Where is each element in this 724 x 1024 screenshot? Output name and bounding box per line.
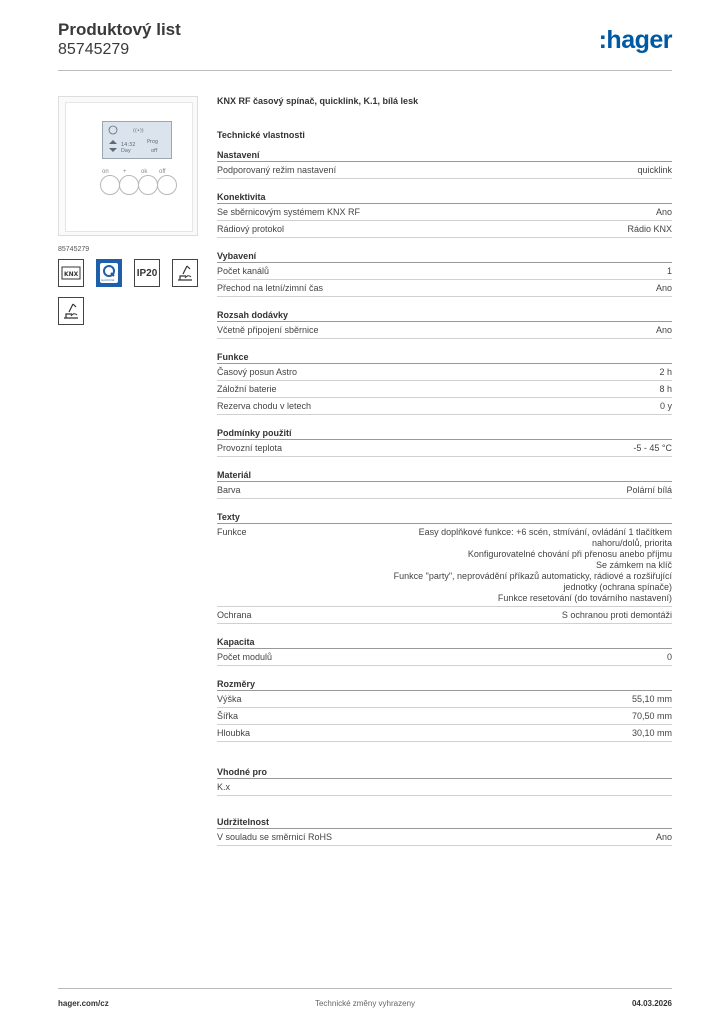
- spec-group-heading: Kapacita: [217, 631, 672, 649]
- spec-row: [217, 708, 672, 725]
- knx-rf-icon: [58, 259, 84, 287]
- spec-value: -5 - 45 °C: [633, 443, 672, 453]
- spec-value: 30,10 mm: [631, 728, 672, 738]
- group-gap: [217, 238, 672, 245]
- image-caption: 85745279: [58, 246, 90, 253]
- spec-key: Podporovaný režim nastavení: [217, 165, 337, 175]
- spec-row: [217, 607, 672, 624]
- page-footer: [58, 988, 672, 1008]
- page-header: [58, 20, 672, 68]
- spec-value: Ano: [655, 832, 672, 842]
- spec-key: Rezerva chodu v letech: [217, 401, 312, 411]
- spec-key: Šířka: [217, 711, 239, 721]
- group-gap: [217, 796, 672, 803]
- group-gap: [217, 297, 672, 304]
- device-buttons: [100, 175, 180, 195]
- spec-key: Záložní baterie: [217, 384, 277, 394]
- group-gap: [217, 339, 672, 346]
- spec-key: Počet kanálů: [217, 266, 270, 276]
- spec-value: Easy doplňkové funkce: +6 scén, stmívání, ovládání 1 tlačítkem nahoru/dolů, priorita Konfigurovatelné chování při přenosu anebo příjmu Se zámkem na klíč Funkce "party", neprovádění příkazů automaticky, rádiové a rozšiřující jednotky (ochrana spínače) Funkce resetování (do továrního nastavení): [393, 527, 672, 603]
- device-button-ok: [138, 175, 158, 195]
- group-gap: [217, 624, 672, 631]
- spec-value: 55,10 mm: [631, 694, 672, 704]
- btn-label-off: off: [159, 169, 166, 175]
- device-button-off: [157, 175, 177, 195]
- spec-group-heading: Nastavení: [217, 144, 672, 162]
- spec-row: [217, 649, 672, 666]
- group-gap: [217, 499, 672, 506]
- svg-text:((•)): ((•)): [133, 128, 144, 134]
- spec-key: Ochrana: [217, 610, 252, 620]
- spec-group-heading: Udržitelnost: [217, 803, 672, 829]
- spec-row: [217, 482, 672, 499]
- group-gap: [217, 415, 672, 422]
- spec-value: Ano: [655, 325, 672, 335]
- spec-key: Barva: [217, 485, 241, 495]
- spec-column: [217, 96, 672, 853]
- spec-groups: [217, 144, 672, 853]
- lcd-time: 14:32: [121, 142, 136, 148]
- group-gap: [217, 666, 672, 673]
- knx-label: KNX: [64, 271, 79, 278]
- quicklink-label: quicklink: [101, 278, 115, 282]
- spec-group-heading: Vhodné pro: [217, 749, 672, 779]
- spec-value: 2 h: [659, 367, 672, 377]
- hager-logo[interactable]: :hager: [598, 26, 672, 54]
- spec-key: Rádiový protokol: [217, 224, 285, 234]
- btn-label-plus: +: [123, 169, 127, 175]
- spec-group-heading: Podmínky použití: [217, 422, 672, 440]
- spec-key: Počet modulů: [217, 652, 273, 662]
- quicklink-icon: [96, 259, 122, 287]
- spec-key: V souladu se směrnicí RoHS: [217, 832, 333, 842]
- spec-row: [217, 398, 672, 415]
- spec-value: Ano: [655, 283, 672, 293]
- spec-value: 1: [666, 266, 672, 276]
- spec-group-heading: Materiál: [217, 464, 672, 482]
- hand-switch-icon: [172, 259, 198, 287]
- device-button-on: [100, 175, 120, 195]
- left-column: [58, 96, 198, 339]
- spec-value: 8 h: [659, 384, 672, 394]
- spec-group-heading: Konektivita: [217, 186, 672, 204]
- ip20-icon: [134, 259, 160, 287]
- footer-url[interactable]: hager.com/cz: [58, 999, 109, 1008]
- spec-row: [217, 322, 672, 339]
- device-display: [102, 121, 172, 159]
- spec-row: [217, 162, 672, 179]
- group-gap: [217, 846, 672, 853]
- hand-switch-icon-2: [58, 297, 84, 325]
- device-plate: [65, 102, 193, 232]
- group-gap: [217, 457, 672, 464]
- spec-group-heading: Texty: [217, 506, 672, 524]
- spec-value: Polární bílá: [626, 485, 672, 495]
- spec-key: Funkce: [217, 527, 247, 537]
- lcd-prog: Prog: [147, 139, 159, 145]
- spec-value: 70,50 mm: [631, 711, 672, 721]
- footer-note: Technické změny vyhrazeny: [314, 999, 416, 1008]
- page-title: Produktový list: [58, 20, 181, 39]
- spec-key: Hloubka: [217, 728, 251, 738]
- spec-value: Rádio KNX: [627, 224, 672, 234]
- spec-row: [217, 263, 672, 280]
- spec-group-heading: Funkce: [217, 346, 672, 364]
- spec-row: [217, 280, 672, 297]
- product-code: 85745279: [58, 41, 130, 58]
- spec-row: [217, 829, 672, 846]
- spec-value: quicklink: [637, 165, 672, 175]
- spec-group-heading: Vybavení: [217, 245, 672, 263]
- section-title: Technické vlastnosti: [217, 130, 305, 140]
- group-gap: [217, 179, 672, 186]
- product-image: [58, 96, 198, 236]
- spec-value: S ochranou proti demontáži: [561, 610, 672, 620]
- product-name: KNX RF časový spínač, quicklink, K.1, bílá lesk: [217, 96, 419, 106]
- btn-label-ok: ok: [141, 169, 148, 175]
- spec-row: [217, 725, 672, 742]
- spec-row: [217, 691, 672, 708]
- footer-date: 04.03.2026: [631, 999, 672, 1008]
- certification-icons: [58, 259, 198, 339]
- spec-key: Časový posun Astro: [217, 367, 298, 377]
- spec-value: 0: [666, 652, 672, 662]
- spec-row: [217, 381, 672, 398]
- lcd-day: Day: [121, 148, 131, 154]
- spec-key: Přechod na letní/zimní čas: [217, 283, 324, 293]
- spec-key: Se sběrnicovým systémem KNX RF: [217, 207, 361, 217]
- ip20-label: IP20: [136, 267, 158, 279]
- spec-row: [217, 204, 672, 221]
- spec-group-heading: Rozsah dodávky: [217, 304, 672, 322]
- spec-value: 0 y: [659, 401, 672, 411]
- spec-key: Výška: [217, 694, 242, 704]
- spec-key: Provozní teplota: [217, 443, 283, 453]
- device-button-plus: [119, 175, 139, 195]
- spec-row: [217, 440, 672, 457]
- spec-value: Ano: [655, 207, 672, 217]
- group-gap: [217, 742, 672, 749]
- spec-row: [217, 364, 672, 381]
- spec-row: [217, 221, 672, 238]
- spec-key: Včetně připojení sběrnice: [217, 325, 319, 335]
- display-icon: [103, 122, 171, 158]
- lcd-off: off: [151, 148, 158, 154]
- header-divider: [58, 70, 672, 71]
- spec-row: [217, 779, 672, 796]
- btn-label-on: on: [102, 169, 109, 175]
- spec-row: [217, 524, 672, 607]
- spec-key: K.x: [217, 782, 231, 792]
- spec-group-heading: Rozměry: [217, 673, 672, 691]
